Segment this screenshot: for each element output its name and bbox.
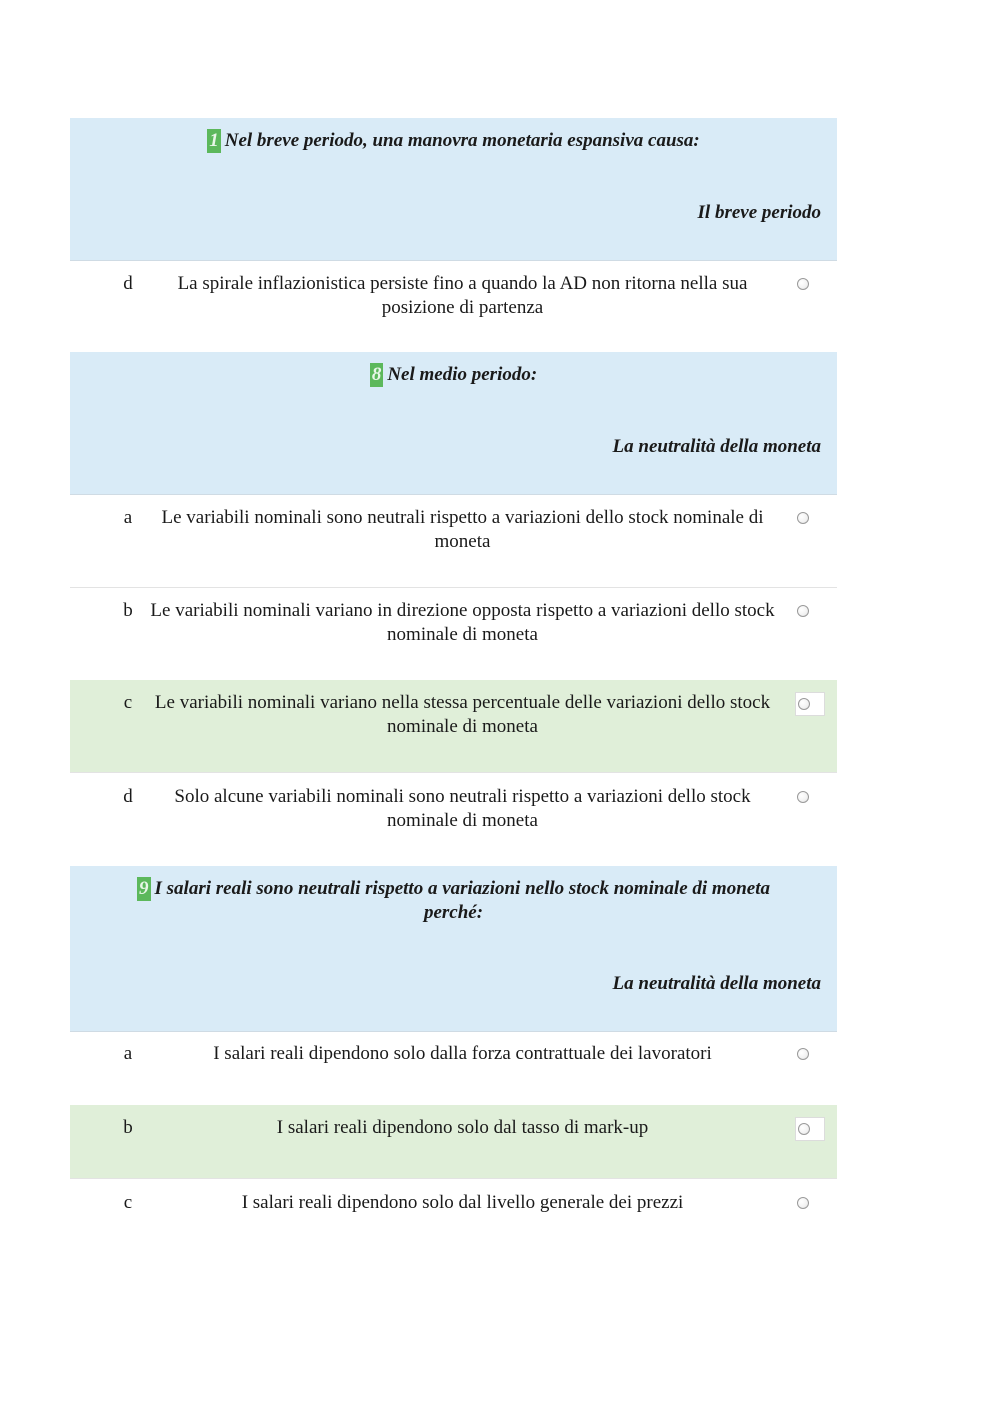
question-title: [70, 129, 837, 153]
option-text: Le variabili nominali variano nella stessa percentuale delle variazioni dello stock nominale di moneta: [154, 692, 771, 737]
question-title: [70, 363, 837, 387]
question-header: [70, 118, 837, 261]
option-radio-wrap[interactable]: [795, 786, 825, 810]
answer-option[interactable]: [70, 588, 837, 680]
question-number-badge: 9: [139, 878, 149, 899]
option-radio-wrap[interactable]: [795, 1117, 825, 1141]
question-header: [70, 352, 837, 495]
question-header: [70, 866, 837, 1032]
question-topic: La neutralità della moneta: [612, 436, 821, 457]
answer-option-selected[interactable]: [70, 1105, 837, 1179]
option-radio-wrap[interactable]: [795, 273, 825, 297]
question-title: [70, 877, 837, 925]
question-topic: Il breve periodo: [697, 202, 821, 223]
question-text: I salari reali sono neutrali rispetto a variazioni nello stock nominale di moneta perché:: [154, 878, 770, 923]
question-number-badge: 8: [371, 364, 382, 385]
option-text: I salari reali dipendono solo dalla forza contrattuale dei lavoratori: [213, 1043, 712, 1064]
question-topic: La neutralità della moneta: [612, 973, 821, 994]
option-letter: c: [123, 692, 133, 713]
question-number-badge: 1: [209, 130, 219, 151]
option-letter: b: [123, 600, 133, 621]
option-letter: b: [123, 1117, 133, 1138]
option-text: La spirale inflazionistica persiste fino a quando la AD non ritorna nella sua posizione di partenza: [177, 273, 748, 318]
radio-button-icon[interactable]: [797, 278, 809, 290]
option-text: Le variabili nominali variano in direzione opposta rispetto a variazioni dello stock nominale di moneta: [150, 600, 775, 645]
option-text: I salari reali dipendono solo dal tasso di mark-up: [276, 1117, 649, 1138]
question-text: Nel breve periodo, una manovra monetaria espansiva causa:: [224, 130, 700, 151]
option-radio-wrap[interactable]: [795, 1043, 825, 1067]
radio-button-icon[interactable]: [797, 1048, 809, 1060]
radio-button-icon[interactable]: [797, 1197, 809, 1209]
option-text: Solo alcune variabili nominali sono neutrali rispetto a variazioni dello stock nominale di moneta: [174, 786, 751, 831]
option-radio-wrap[interactable]: [795, 600, 825, 624]
radio-button-icon[interactable]: [798, 698, 810, 710]
option-text: I salari reali dipendono solo dal livello generale dei prezzi: [241, 1192, 684, 1213]
option-letter: c: [123, 1192, 133, 1213]
radio-button-icon[interactable]: [798, 1123, 810, 1135]
answer-option-selected[interactable]: [70, 680, 837, 773]
question-text: Nel medio periodo:: [387, 364, 538, 385]
answer-option[interactable]: [70, 773, 837, 866]
answer-option[interactable]: [70, 1032, 837, 1105]
option-radio-wrap[interactable]: [795, 507, 825, 531]
answer-option[interactable]: [70, 495, 837, 588]
answer-option[interactable]: [70, 1179, 837, 1239]
radio-button-icon[interactable]: [797, 605, 809, 617]
radio-button-icon[interactable]: [797, 512, 809, 524]
option-letter: a: [123, 507, 133, 528]
option-radio-wrap[interactable]: [795, 1192, 825, 1216]
option-letter: d: [123, 273, 133, 294]
option-text: Le variabili nominali sono neutrali rispetto a variazioni dello stock nominale di moneta: [161, 507, 764, 552]
answer-option[interactable]: [70, 261, 837, 352]
radio-button-icon[interactable]: [797, 791, 809, 803]
option-letter: d: [123, 786, 133, 807]
option-radio-wrap[interactable]: [795, 692, 825, 716]
option-letter: a: [123, 1043, 133, 1064]
